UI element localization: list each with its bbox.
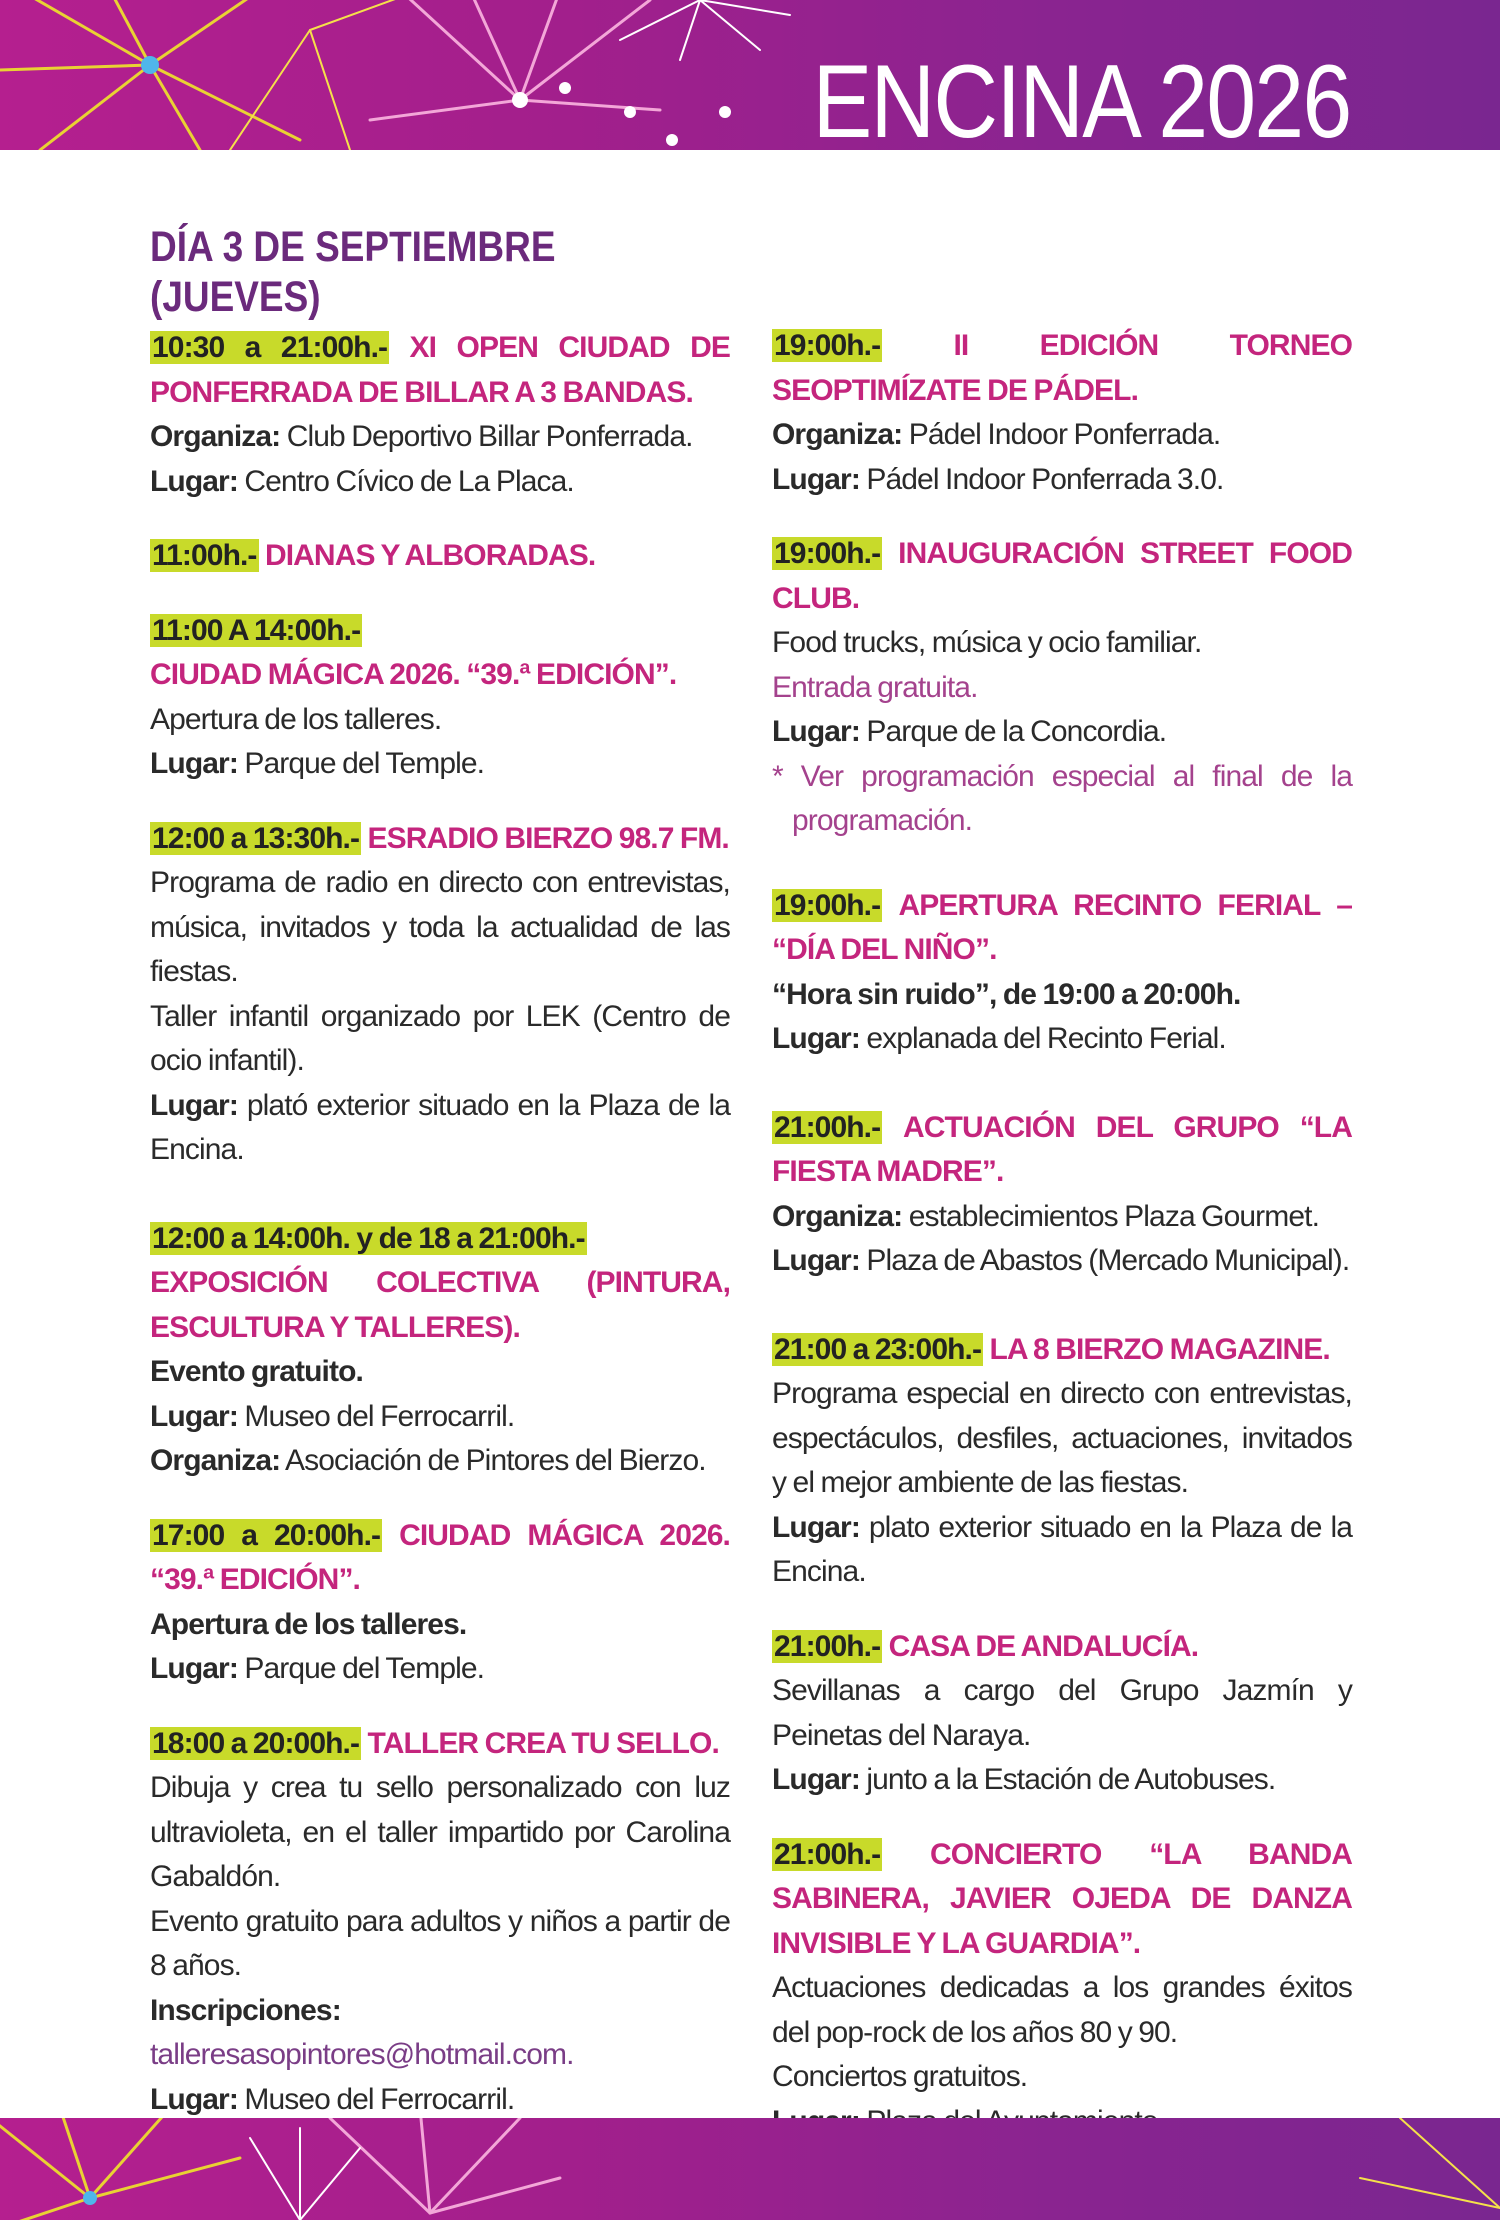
event-title: EXPOSICIÓN COLECTIVA (PINTURA, ESCULTURA Y TALLERES). <box>150 1266 730 1344</box>
lugar-label: Lugar: <box>150 2082 238 2116</box>
event-description: Programa especial en directo con entrevistas, espectáculos, desfiles, actuaciones, invitados y el mejor ambiente de las fiestas. <box>772 1377 1352 1499</box>
top-banner <box>0 0 1500 150</box>
event-taller-sello <box>150 1722 730 2167</box>
event-title: APERTURA RECINTO FERIAL – “DÍA DEL NIÑO”. <box>772 888 1352 966</box>
event-time: 10:30 a 21:00h.- <box>152 331 388 364</box>
free-entry-text: Entrada gratuita. <box>772 670 978 704</box>
event-description: Evento gratuito. <box>150 1355 363 1388</box>
lugar-label: Lugar: <box>772 715 860 748</box>
lugar-label: Lugar: <box>772 1510 860 1544</box>
event-time: 18:00 a 20:00h.- <box>152 1726 360 1760</box>
event-recinto-ferial <box>772 884 1352 1062</box>
event-exposicion <box>150 1217 730 1484</box>
lugar-label: Lugar: <box>772 462 860 496</box>
lugar-value: Plaza de Abastos (Mercado Municipal). <box>866 1244 1350 1277</box>
event-billar <box>150 326 730 504</box>
right-column <box>772 324 1352 2174</box>
event-time: 11:00h.- <box>152 539 257 572</box>
lugar-value: Pádel Indoor Ponferrada 3.0. <box>866 462 1224 496</box>
lugar-value: Parque de la Concordia. <box>866 715 1167 748</box>
event-torneo-padel <box>772 324 1352 502</box>
lugar-value: plató exterior situado en la Plaza de la Encina. <box>150 1088 731 1166</box>
event-casa-andalucia <box>772 1625 1352 1803</box>
event-title: CIUDAD MÁGICA 2026. “39.ª EDICIÓN”. <box>150 658 677 691</box>
event-description: Apertura de los talleres. <box>150 1607 467 1641</box>
event-title: TALLER CREA TU SELLO. <box>367 1726 719 1760</box>
organiza-value: establecimientos Plaza Gourmet. <box>908 1199 1320 1233</box>
lugar-value: Museo del Ferrocarril. <box>244 2082 515 2116</box>
event-time: 12:00 a 14:00h. y de 18 a 21:00h.- <box>152 1221 585 1255</box>
event-title: XI OPEN CIUDAD DE PONFERRADA DE BILLAR A 3 BANDAS. <box>150 331 730 409</box>
event-title: DIANAS Y ALBORADAS. <box>264 539 596 572</box>
event-title: CASA DE ANDALUCÍA. <box>888 1629 1199 1663</box>
lugar-label: Lugar: <box>150 1399 238 1433</box>
event-ciudad-magica-afternoon <box>150 1514 730 1692</box>
event-description: Taller infantil organizado por LEK (Centro de ocio infantil). <box>150 999 730 1077</box>
lugar-label: Lugar: <box>150 747 238 780</box>
event-description: Conciertos gratuitos. <box>772 2060 1028 2093</box>
email-link[interactable]: talleresasopintores@hotmail.com. <box>150 2038 574 2071</box>
organiza-value: Pádel Indoor Ponferrada. <box>908 418 1221 451</box>
lugar-label: Lugar: <box>772 1022 860 1055</box>
event-title: CONCIERTO “LA BANDA SABINERA, JAVIER OJEDA DE DANZA INVISIBLE Y LA GUARDIA”. <box>772 1837 1353 1960</box>
event-time: 21:00 a 23:00h.- <box>774 1332 982 1366</box>
event-title: ACTUACIÓN DEL GRUPO “LA FIESTA MADRE”. <box>772 1110 1352 1188</box>
lugar-label: Lugar: <box>150 464 238 498</box>
event-time: 17:00 a 20:00h.- <box>152 1518 381 1552</box>
lugar-value: Parque del Temple. <box>244 747 485 780</box>
event-title: CIUDAD MÁGICA 2026. “39.ª EDICIÓN”. <box>150 1518 730 1596</box>
lugar-value: plato exterior situado en la Plaza de la Encina. <box>772 1510 1353 1588</box>
event-time: 19:00h.- <box>774 537 881 570</box>
organiza-label: Organiza: <box>150 1444 281 1477</box>
day-heading-weekday: (JUEVES) <box>150 273 321 321</box>
event-ciudad-magica-morning <box>150 609 730 787</box>
event-time: 21:00h.- <box>774 1110 881 1144</box>
event-title: II EDICIÓN TORNEO SEOPTIMÍZATE DE PÁDEL. <box>772 329 1352 407</box>
lugar-value: Parque del Temple. <box>244 1652 485 1685</box>
organiza-value: Club Deportivo Billar Ponferrada. <box>286 420 693 453</box>
event-dianas <box>150 534 730 579</box>
event-street-food <box>772 532 1352 844</box>
left-column <box>150 326 730 2197</box>
event-description: Food trucks, música y ocio familiar. <box>772 626 1202 659</box>
event-time: 11:00 A 14:00h.- <box>152 613 361 647</box>
event-description: Dibuja y crea tu sello personalizado con luz ultravioleta, en el taller impartido por Carolina Gabaldón. <box>150 1771 730 1893</box>
lugar-label: Lugar: <box>772 1763 860 1796</box>
event-la8-magazine <box>772 1328 1352 1595</box>
organiza-value: Asociación de Pintores del Bierzo. <box>285 1444 706 1477</box>
footnote: * Ver programación especial al final de la programación. <box>772 759 1352 837</box>
event-esradio <box>150 817 730 1173</box>
event-concierto <box>772 1833 1352 2145</box>
day-heading <box>150 222 666 322</box>
lugar-value: Museo del Ferrocarril. <box>244 1399 515 1433</box>
event-description: “Hora sin ruido”, de 19:00 a 20:00h. <box>772 977 1241 1011</box>
page-title: ENCINA 2026 <box>812 44 1350 150</box>
bottom-banner <box>0 2118 1500 2220</box>
day-heading-date: DÍA 3 DE SEPTIEMBRE <box>150 223 556 271</box>
event-description: Evento gratuito para adultos y niños a partir de 8 años. <box>150 1904 730 1982</box>
event-description: Programa de radio en directo con entrevistas, música, invitados y toda la actualidad de las fiestas. <box>150 866 730 988</box>
lugar-label: Lugar: <box>150 1652 238 1685</box>
inscripciones-label: Inscripciones: <box>150 1993 341 2027</box>
organiza-label: Organiza: <box>772 1199 903 1233</box>
event-time: 21:00h.- <box>774 1837 881 1871</box>
lugar-label: Lugar: <box>772 1244 860 1277</box>
lugar-value: Centro Cívico de La Placa. <box>244 464 574 498</box>
lugar-value: explanada del Recinto Ferial. <box>866 1022 1226 1055</box>
fireworks-decoration <box>0 2118 1500 2220</box>
event-fiesta-madre <box>772 1106 1352 1284</box>
event-title: LA 8 BIERZO MAGAZINE. <box>989 1332 1330 1366</box>
event-description: Actuaciones dedicadas a los grandes éxitos del pop-rock de los años 80 y 90. <box>772 1971 1352 2049</box>
event-time: 21:00h.- <box>774 1629 881 1663</box>
lugar-value: junto a la Estación de Autobuses. <box>866 1763 1276 1796</box>
event-title: INAUGURACIÓN STREET FOOD CLUB. <box>772 537 1352 615</box>
event-time: 12:00 a 13:30h.- <box>152 821 360 855</box>
event-title: ESRADIO BIERZO 98.7 FM. <box>367 821 729 855</box>
event-description: Sevillanas a cargo del Grupo Jazmín y Peinetas del Naraya. <box>772 1674 1352 1752</box>
organiza-label: Organiza: <box>772 418 903 451</box>
event-time: 19:00h.- <box>774 329 881 362</box>
event-time: 19:00h.- <box>774 888 881 922</box>
organiza-label: Organiza: <box>150 420 281 453</box>
event-description: Apertura de los talleres. <box>150 702 442 736</box>
lugar-label: Lugar: <box>150 1088 238 1122</box>
